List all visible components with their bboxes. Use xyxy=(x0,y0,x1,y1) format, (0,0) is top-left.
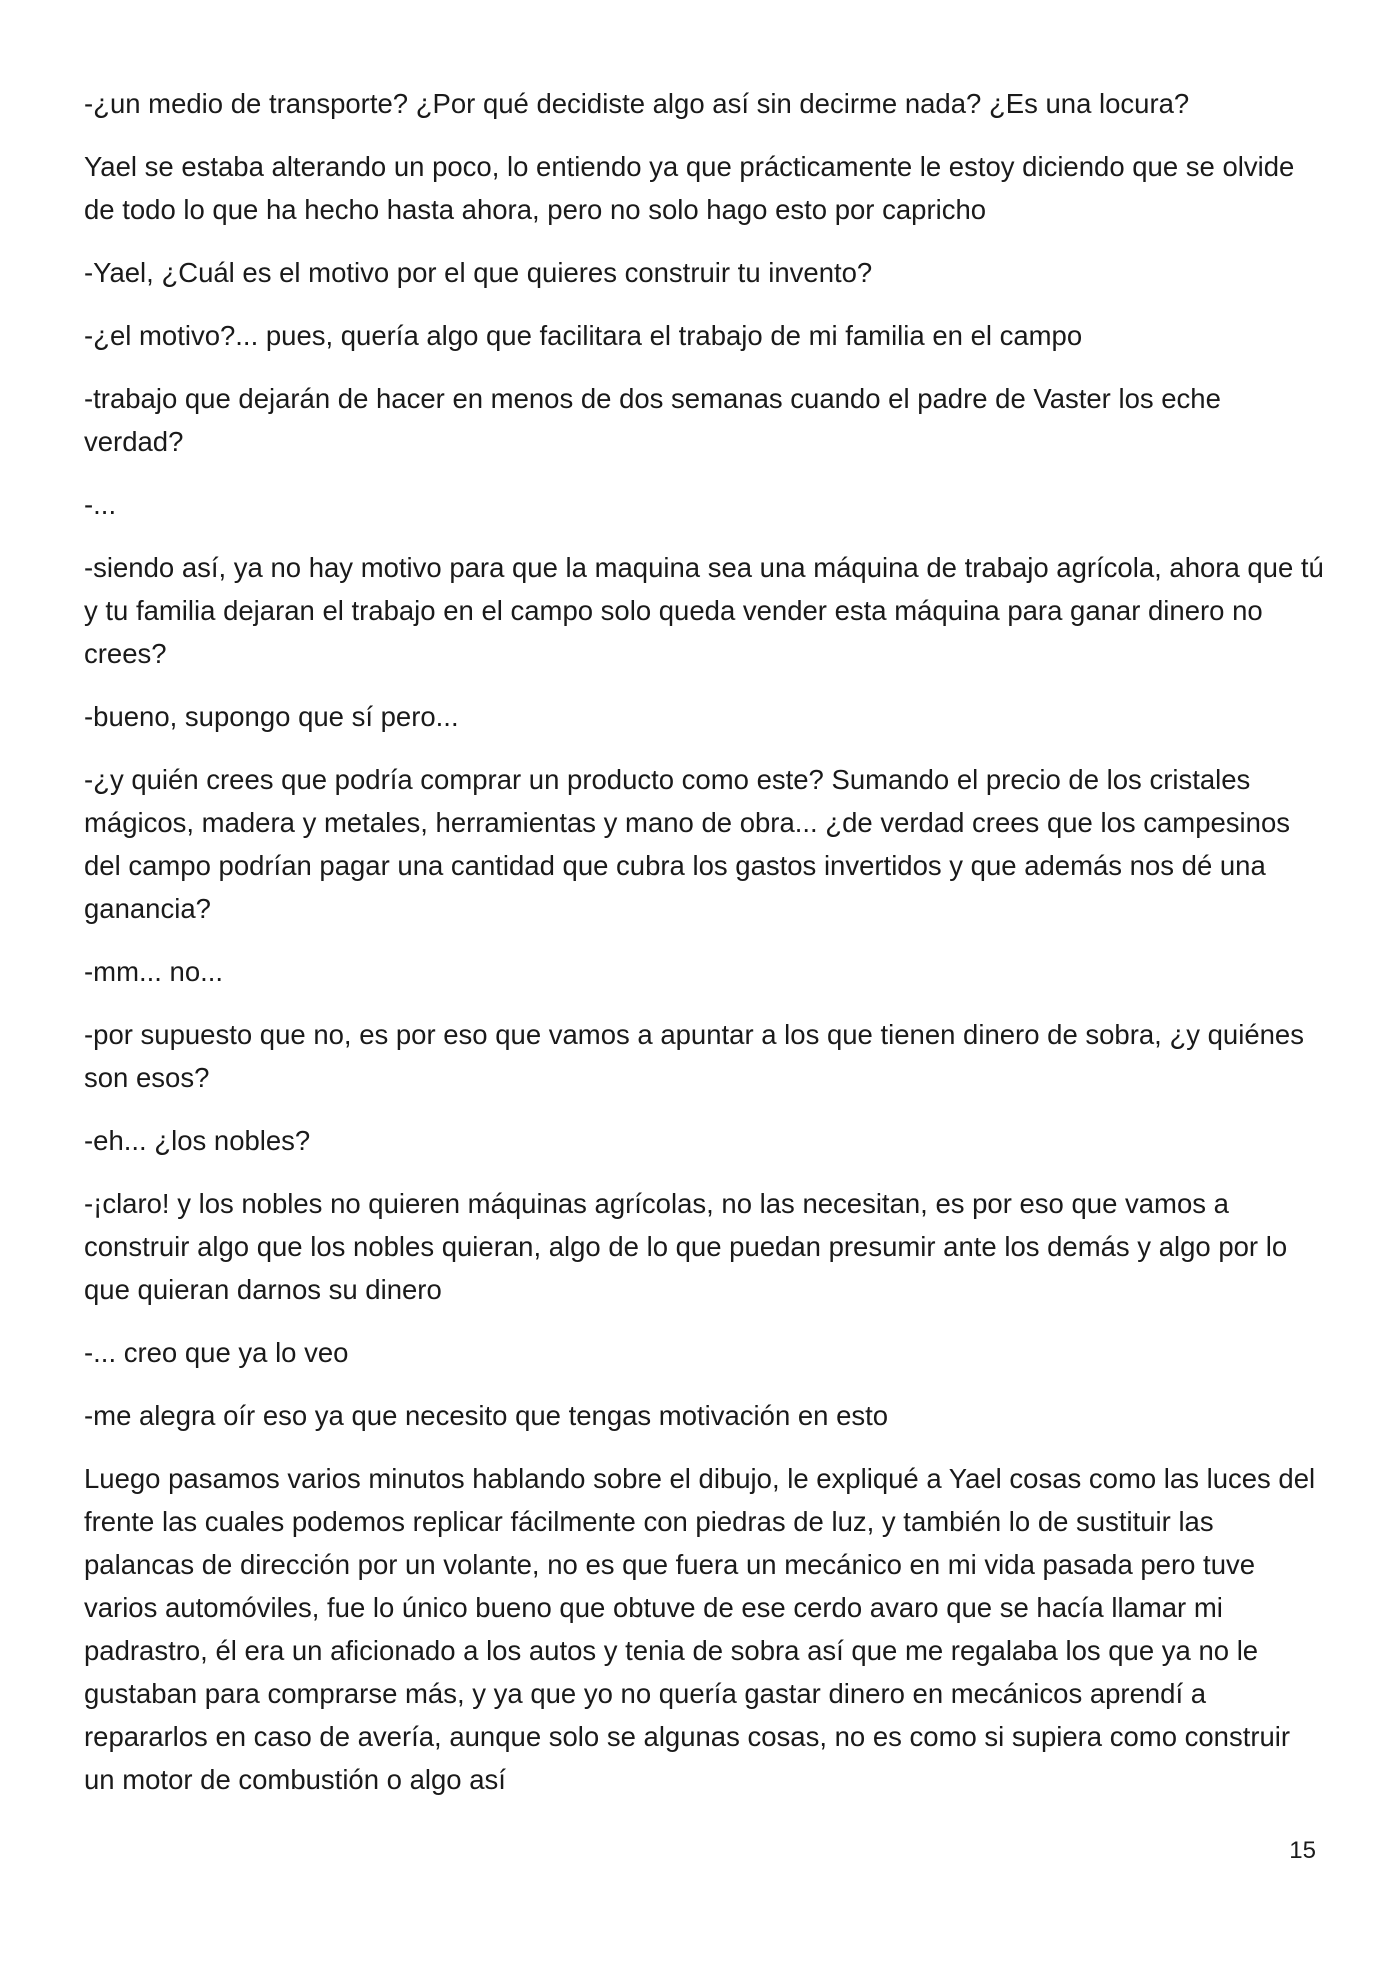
paragraph: -Yael, ¿Cuál es el motivo por el que quieres construir tu invento? xyxy=(84,257,873,288)
document-body xyxy=(84,82,1324,1821)
paragraph: -eh... ¿los nobles? xyxy=(84,1125,311,1156)
paragraph: -... xyxy=(84,489,117,520)
paragraph: -mm... no... xyxy=(84,956,224,987)
paragraph: -bueno, supongo que sí pero... xyxy=(84,701,459,732)
page-number: 15 xyxy=(1289,1837,1316,1864)
paragraph: -por supuesto que no, es por eso que vamos a apuntar a los que tienen dinero de sobra, ¿y quiénes son esos? xyxy=(84,1019,1304,1093)
paragraph: -siendo así, ya no hay motivo para que la maquina sea una máquina de trabajo agrícola, ahora que tú y tu familia dejaran el trabajo en el campo solo queda vender esta máquina para ganar dinero no crees? xyxy=(84,552,1324,669)
paragraph: Luego pasamos varios minutos hablando sobre el dibujo, le expliqué a Yael cosas como las luces del frente las cuales podemos replicar fácilmente con piedras de luz, y también lo de sustituir las palancas de dirección por un volante, no es que fuera un mecánico en mi vida pasada pero tuve varios automóviles, fue lo único bueno que obtuve de ese cerdo avaro que se hacía llamar mi padrastro, él era un aficionado a los autos y tenia de sobra así que me regalaba los que ya no le gustaban para comprarse más, y ya que yo no quería gastar dinero en mecánicos aprendí a repararlos en caso de avería, aunque solo se algunas cosas, no es como si supiera como construir un motor de combustión o algo así xyxy=(84,1463,1316,1795)
paragraph: Yael se estaba alterando un poco, lo entiendo ya que prácticamente le estoy diciendo que se olvide de todo lo que ha hecho hasta ahora, pero no solo hago esto por capricho xyxy=(84,151,1295,225)
paragraph: -¿un medio de transporte? ¿Por qué decidiste algo así sin decirme nada? ¿Es una locura? xyxy=(84,88,1190,119)
paragraph: -¿el motivo?... pues, quería algo que facilitara el trabajo de mi familia en el campo xyxy=(84,320,1083,351)
paragraph: -me alegra oír eso ya que necesito que tengas motivación en esto xyxy=(84,1400,889,1431)
paragraph: -¿y quién crees que podría comprar un producto como este? Sumando el precio de los cristales mágicos, madera y metales, herramientas y mano de obra... ¿de verdad crees que los campesinos del campo podrían pagar una cantidad que cubra los gastos invertidos y que además nos dé una ganancia? xyxy=(84,764,1290,924)
paragraph: -¡claro! y los nobles no quieren máquinas agrícolas, no las necesitan, es por eso que vamos a construir algo que los nobles quieran, algo de lo que puedan presumir ante los demás y algo por lo que quieran darnos su dinero xyxy=(84,1188,1288,1305)
paragraph: -trabajo que dejarán de hacer en menos de dos semanas cuando el padre de Vaster los eche verdad? xyxy=(84,383,1221,457)
paragraph: -... creo que ya lo veo xyxy=(84,1337,349,1368)
